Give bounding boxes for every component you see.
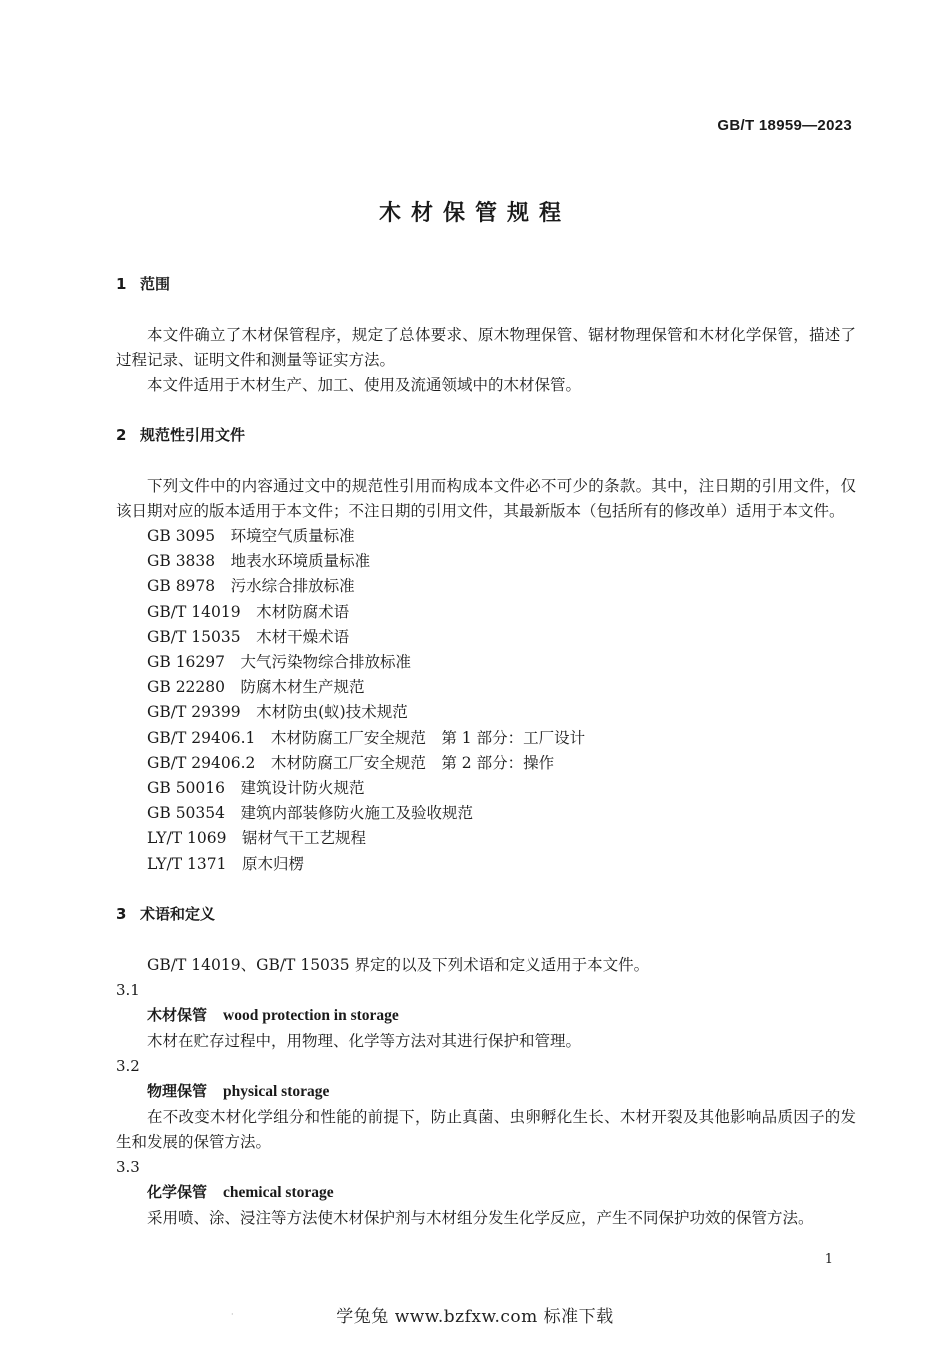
watermark-text: 学兔兔 www.bzfxw.com 标准下载 [336,1307,614,1327]
document-body [116,272,856,1231]
page-number: 1 [824,1252,833,1267]
term-definition: 采用喷、涂、浸注等方法使木材保护剂与木材组分发生化学反应，产生不同保护功效的保管方法。 [147,1208,814,1227]
section-heading-normative-references [116,423,856,448]
term-name-zh: 木材保管 [147,1005,208,1024]
term-number: 3.2 [116,1056,140,1075]
section-heading-scope [116,272,856,297]
reference-code: LY/T 1069 [147,829,227,848]
reference-item [116,801,856,826]
reference-item [116,852,856,877]
reference-item [116,826,856,851]
reference-item [116,600,856,625]
reference-item [116,549,856,574]
reference-item [116,751,856,776]
reference-title: 原木归楞 [241,854,304,873]
reference-code: GB 22280 [147,678,226,697]
term-name-zh: 物理保管 [147,1081,208,1100]
reference-code: GB 50354 [147,804,226,823]
document-title: 木材保管规程 [378,201,571,226]
section-number: 2 [116,426,127,444]
section-number: 3 [116,904,127,923]
term-name-zh: 化学保管 [147,1182,208,1201]
reference-item [116,650,856,675]
reference-title: 防腐木材生产规范 [240,678,365,697]
term-list [116,978,856,1231]
term-number: 3.1 [116,980,140,999]
scope-paragraph-2: 本文件适用于木材生产、加工、使用及流通领域中的木材保管。 [147,376,582,394]
reference-title: 建筑设计防火规范 [240,779,365,798]
term-definition: 木材在贮存过程中，用物理、化学等方法对其进行保护和管理。 [147,1031,582,1050]
term-name-en: physical storage [223,1082,330,1100]
reference-title: 锯材气干工艺规程 [241,829,366,848]
section-title: 范围 [140,275,171,293]
references-intro: 下列文件中的内容通过文中的规范性引用而构成本文件必不可少的条款。其中，注日期的引用文件，仅该日期对应的版本适用于本文件；不注日期的引用文件，其最新版本（包括所有的修改单）适用于本文件。 [116,477,856,520]
scope-paragraph-1: 本文件确立了木材保管程序，规定了总体要求、原木物理保管、锯材物理保管和木材化学保管，描述了过程记录、证明文件和测量等证实方法。 [116,326,856,369]
reference-item [116,524,856,549]
reference-title: 大气污染物综合排放标准 [240,653,412,672]
standard-code: GB/T 18959—2023 [717,117,852,134]
term-name [116,1078,856,1105]
section-title: 术语和定义 [140,904,216,923]
reference-code: GB/T 29399 [147,703,241,722]
reference-code: GB 16297 [147,653,226,672]
reference-title: 木材防腐工厂安全规范 第 2 部分：操作 [270,753,555,772]
reference-code: LY/T 1371 [147,854,227,873]
term-name-en: chemical storage [223,1183,334,1201]
section-number: 1 [116,275,127,293]
term-definition: 在不改变木材化学组分和性能的前提下，防止真菌、虫卵孵化生长、木材开裂及其他影响品质因子的发生和发展的保管方法。 [116,1107,856,1151]
reference-title: 木材干燥术语 [256,627,350,646]
reference-item [116,700,856,725]
reference-title: 建筑内部装修防火施工及验收规范 [240,804,474,823]
reference-title: 木材防腐术语 [256,602,350,621]
term-name-en: wood protection in storage [223,1006,399,1024]
reference-item [116,776,856,801]
reference-code: GB/T 15035 [147,627,241,646]
terms-intro: GB/T 14019、GB/T 15035 界定的以及下列术语和定义适用于本文件。 [147,955,650,974]
reference-item [116,675,856,700]
reference-code: GB/T 29406.2 [147,753,256,772]
reference-title: 地表水环境质量标准 [230,552,371,571]
reference-code: GB/T 14019 [147,602,241,621]
term-name [116,1002,856,1029]
section-heading-terms [116,902,856,927]
reference-code: GB 50016 [147,779,226,798]
reference-title: 污水综合排放标准 [230,577,355,596]
reference-title: 木材防虫(蚁)技术规范 [256,703,408,722]
footer-dot: · [231,1310,234,1319]
reference-code: GB 8978 [147,577,216,596]
reference-code: GB 3838 [147,552,216,571]
reference-title: 环境空气质量标准 [230,527,355,545]
reference-code: GB 3095 [147,527,216,545]
reference-item [116,574,856,599]
reference-code: GB/T 29406.1 [147,728,256,747]
term-name [116,1179,856,1206]
term-number: 3.3 [116,1157,140,1176]
section-title: 规范性引用文件 [140,426,246,444]
reference-list [116,524,856,877]
reference-title: 木材防腐工厂安全规范 第 1 部分：工厂设计 [270,728,586,747]
reference-item [116,625,856,650]
reference-item [116,726,856,751]
